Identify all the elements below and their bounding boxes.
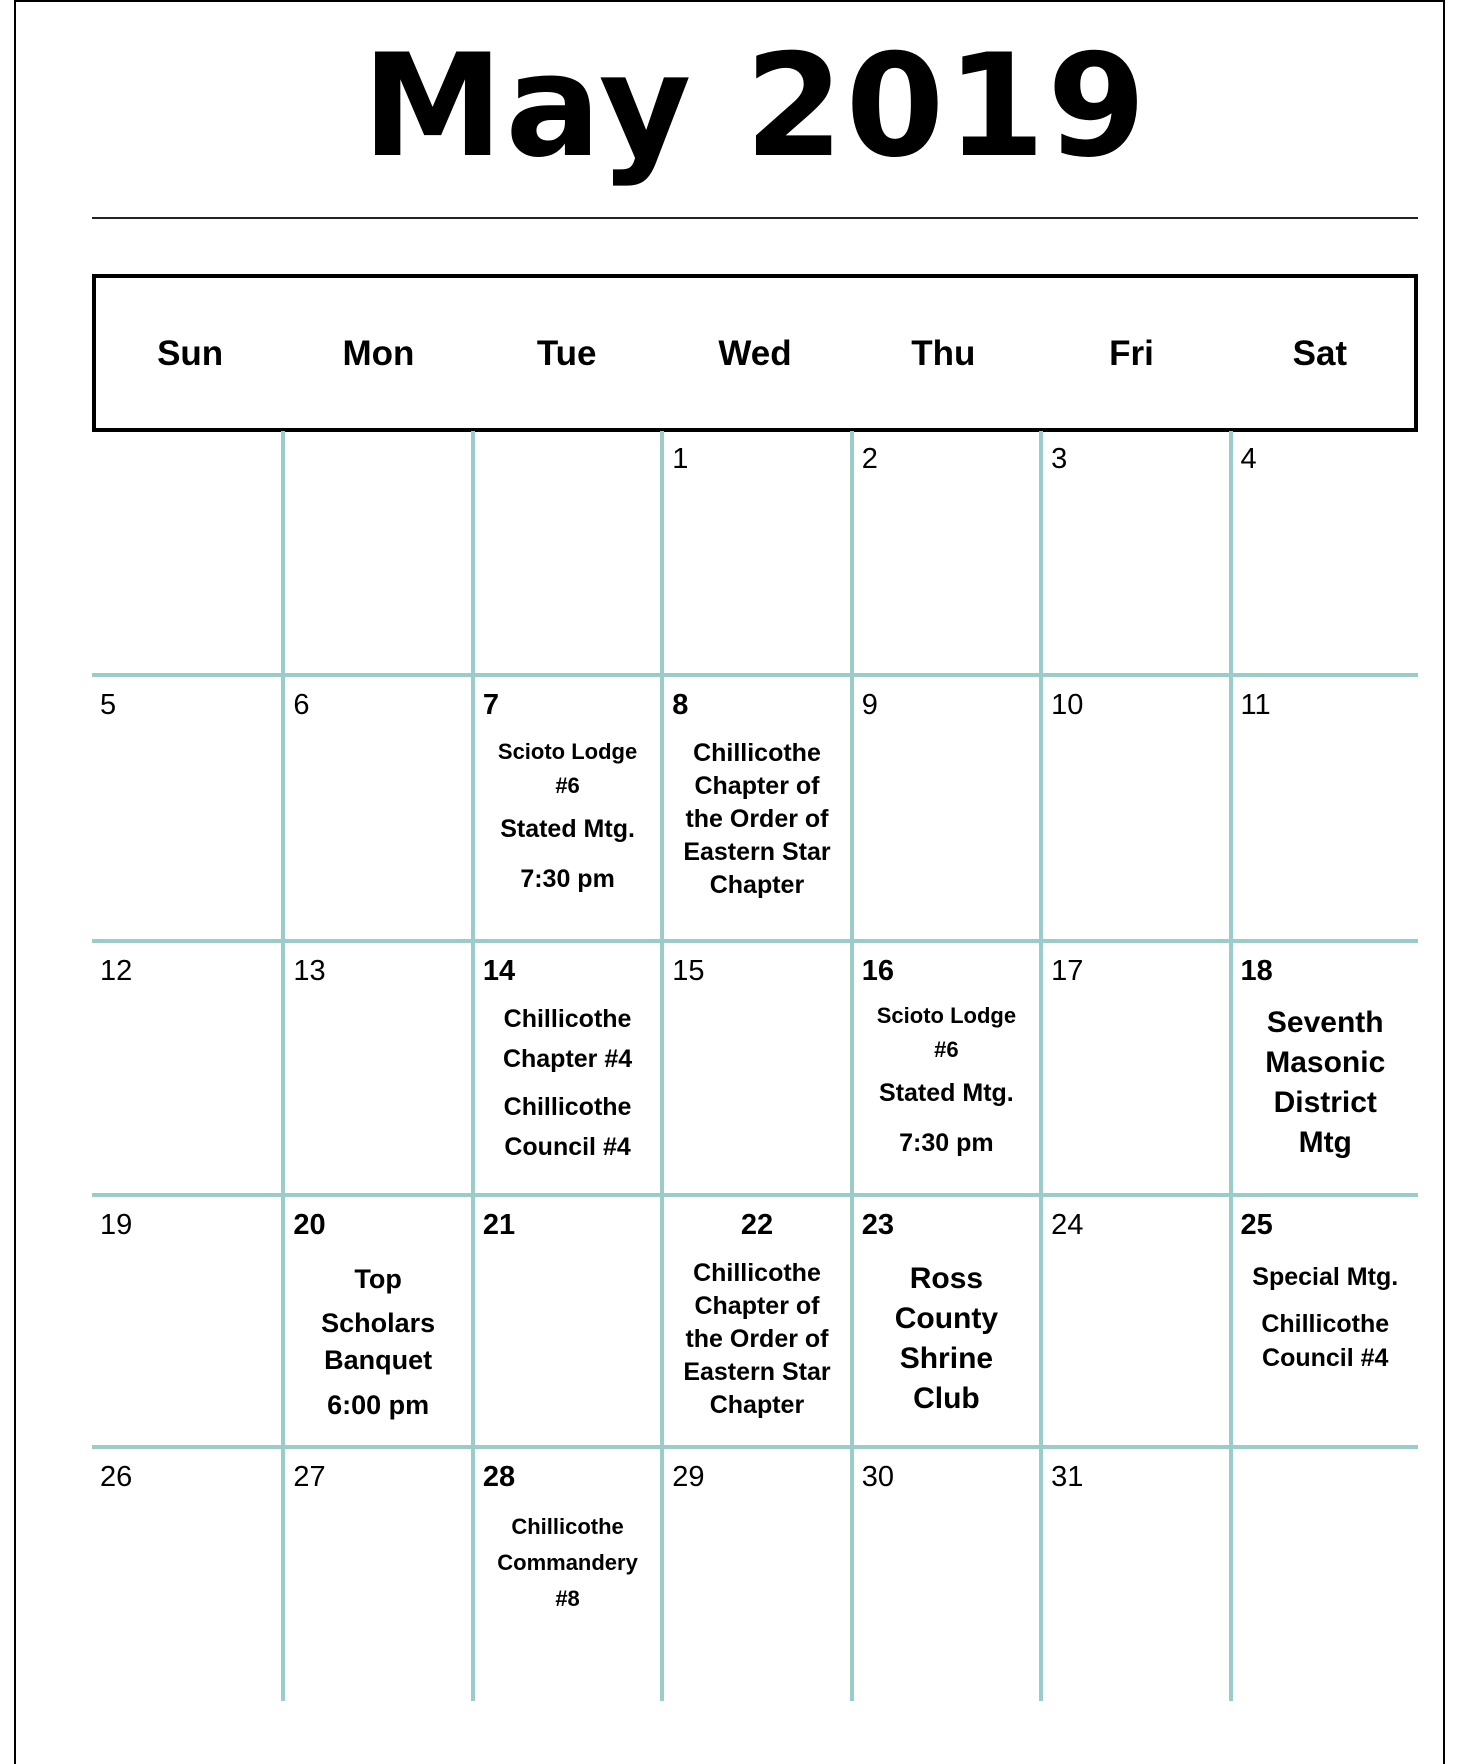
day-cell-20 [281,1197,470,1445]
day-cell-8 [660,677,849,939]
day-number: 29 [672,1461,705,1493]
day-number: 27 [293,1461,326,1493]
day-number: 12 [100,955,133,987]
event-line: #6 [934,1037,959,1062]
event-line: Seventh [1266,1006,1384,1039]
title-divider [92,217,1418,219]
event-line: Stated Mtg. [500,815,635,843]
event-line: Chapter [709,1391,805,1419]
day-cell-empty [1229,1449,1418,1701]
day-cell-25 [1229,1197,1418,1445]
day-number: 28 [482,1461,516,1493]
event-eastern-star [664,1257,849,1422]
event-line: Scholars [321,1308,436,1338]
event-line: Club [913,1382,980,1415]
event-line: Eastern Star [683,1358,831,1386]
event-line: Chillicothe [693,1259,821,1287]
event-line: Council #4 [504,1133,631,1161]
day-number: 6 [293,689,310,721]
event-scioto-lodge-stated [854,999,1039,1167]
day-number: 23 [861,1209,894,1241]
calendar-grid [92,431,1418,1701]
week-row-4 [92,1193,1418,1445]
event-line: Council #4 [1262,1344,1389,1372]
event-scholars-banquet [285,1253,470,1431]
day-number: 31 [1051,1461,1084,1493]
event-line: the Order of [685,805,829,833]
day-number: 25 [1240,1209,1273,1241]
day-cell-31 [1039,1449,1228,1701]
day-cell-23 [850,1197,1039,1445]
event-line: Chapter #4 [502,1045,633,1073]
weekday-mon: Mon [342,334,415,373]
event-chapter-council [475,999,660,1167]
event-line: Scioto Lodge [497,739,638,764]
event-line: Banquet [324,1345,433,1375]
event-special-mtg [1233,1257,1418,1375]
event-line: Scioto Lodge [876,1003,1017,1028]
event-line: Ross [909,1262,984,1295]
week-row-2 [92,673,1418,939]
event-line: County [894,1302,999,1335]
event-line: District [1273,1086,1377,1119]
day-number: 24 [1051,1209,1084,1241]
day-cell-21 [471,1197,660,1445]
event-line: Mtg [1298,1126,1352,1159]
event-line: Top [354,1264,402,1294]
event-line: Eastern Star [683,838,831,866]
day-number: 16 [861,955,894,987]
event-line: Shrine [899,1342,994,1375]
event-shrine-club [854,1259,1039,1419]
day-number: 13 [293,955,326,987]
day-number: 7 [482,689,499,721]
day-cell-11 [1229,677,1418,939]
day-number: 9 [861,689,878,721]
weekday-thu: Thu [911,334,976,373]
event-scioto-lodge-stated [475,735,660,903]
day-cell-6 [281,677,470,939]
weekday-wed: Wed [718,334,792,373]
calendar-title: May 2019 [362,24,1148,189]
day-cell-2 [850,431,1039,673]
day-number: 19 [100,1209,133,1241]
event-line: Chillicothe [503,1005,632,1033]
day-number: 8 [672,689,689,721]
event-line: Chillicothe [1261,1310,1390,1338]
event-line: Commandery [497,1550,638,1575]
day-cell-7 [471,677,660,939]
day-cell-4 [1229,431,1418,673]
day-number: 21 [482,1209,516,1241]
event-line: Chillicothe [511,1514,624,1539]
week-row-5 [92,1445,1418,1701]
day-cell-5 [92,677,281,939]
day-number: 20 [293,1209,326,1241]
day-number: 5 [100,689,117,721]
day-cell-empty [471,431,660,673]
day-number: 15 [672,955,705,987]
day-number: 22 [740,1209,774,1241]
weekday-header [92,274,1418,432]
weekday-sat: Sat [1292,334,1348,373]
day-cell-10 [1039,677,1228,939]
event-line: #8 [555,1586,580,1611]
event-eastern-star [664,737,849,902]
event-line: 7:30 pm [520,865,615,893]
day-cell-13 [281,943,470,1193]
week-row-3 [92,939,1418,1193]
event-commandery [475,1509,660,1617]
day-cell-17 [1039,943,1228,1193]
day-cell-24 [1039,1197,1228,1445]
event-line: Chapter [709,871,805,899]
day-number: 30 [861,1461,894,1493]
event-line: Chapter of [694,1292,820,1320]
event-line: Stated Mtg. [879,1079,1014,1107]
day-cell-30 [850,1449,1039,1701]
day-cell-28 [471,1449,660,1701]
day-cell-9 [850,677,1039,939]
day-cell-12 [92,943,281,1193]
weekday-tue: Tue [536,334,597,373]
day-cell-1 [660,431,849,673]
event-line: 7:30 pm [899,1129,994,1157]
day-number: 26 [100,1461,133,1493]
event-line: Special Mtg. [1252,1263,1399,1291]
day-cell-29 [660,1449,849,1701]
day-cell-15 [660,943,849,1193]
event-line: #6 [555,773,580,798]
day-number: 1 [672,443,689,475]
day-cell-26 [92,1449,281,1701]
week-row-1 [92,431,1418,673]
event-line: Masonic [1265,1046,1386,1079]
day-cell-16 [850,943,1039,1193]
day-number: 17 [1051,955,1084,987]
day-cell-14 [471,943,660,1193]
weekday-fri: Fri [1109,334,1154,373]
day-cell-18 [1229,943,1418,1193]
day-cell-22 [660,1197,849,1445]
day-number: 3 [1051,443,1068,475]
day-number: 4 [1240,443,1257,475]
day-number: 11 [1240,689,1271,721]
event-line: Chillicothe [503,1093,632,1121]
day-number: 14 [482,955,516,987]
weekday-sun: Sun [157,334,224,373]
day-cell-27 [281,1449,470,1701]
event-line: the Order of [685,1325,829,1353]
day-number: 10 [1051,689,1084,721]
day-number: 18 [1240,955,1273,987]
day-cell-19 [92,1197,281,1445]
day-cell-3 [1039,431,1228,673]
event-line: Chillicothe [693,739,821,767]
event-district-mtg [1233,1003,1418,1163]
day-cell-empty [92,431,281,673]
day-cell-empty [281,431,470,673]
day-number: 2 [861,443,878,475]
event-line: 6:00 pm [327,1390,430,1420]
event-line: Chapter of [694,772,820,800]
